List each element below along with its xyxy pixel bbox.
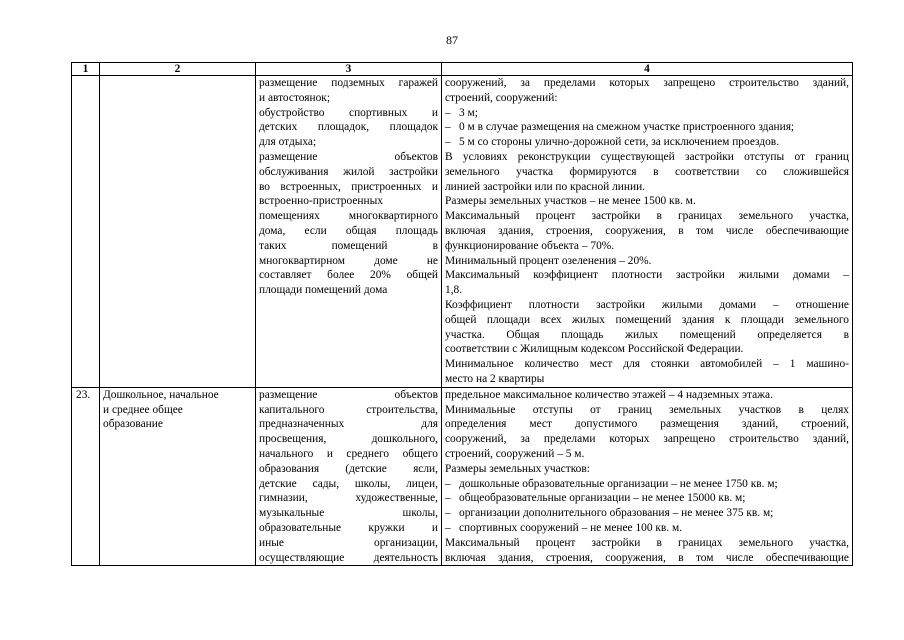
cell-text-line: гимназии, художественные,	[259, 492, 438, 505]
cell-text-line: таких помещений в	[259, 239, 438, 252]
cell-text-line	[445, 491, 849, 506]
list-item-text: 5 м со стороны улично-дорожной сети, за исключением проездов.	[459, 136, 780, 149]
cell-text-line: 1,8.	[445, 284, 463, 297]
cell-text-line: включая здания, строения, сооружения, в том числе обеспечивающие	[445, 224, 849, 237]
cell-text-line: для отдыха;	[259, 136, 317, 149]
list-dash: –	[445, 121, 451, 134]
cell-text-line: дома, если общая площадь	[259, 224, 438, 237]
cell-text-line: земельного участка формируются в соответствии со сложившейся	[445, 165, 849, 178]
cell-text-line: размещение подземных гаражей	[259, 77, 438, 89]
cell-text-line: Минимальные отступы от границ земельных участков в целях	[445, 403, 849, 416]
cell-text-line: Минимальное количество мест для стоянки автомобилей – 1 машино-	[445, 358, 849, 371]
list-item-text: спортивных сооружений – не менее 100 кв. м.	[459, 521, 683, 534]
cell-text-line: включая здания, строения, сооружения, в том числе обеспечивающие	[445, 551, 849, 564]
cell-text-line: осуществляющие деятельность	[259, 551, 438, 564]
cell-text-line	[445, 120, 849, 135]
cell-text-line: Размеры земельных участков – не менее 1500 кв. м.	[445, 195, 696, 208]
cell-text-line: во встроенных, пристроенных и	[259, 180, 438, 193]
cell-text-line: предназначенных для	[259, 418, 438, 431]
list-item-text: 3 м;	[459, 106, 478, 119]
cell-text-line: определения мест допустимого размещения зданий, строений,	[445, 418, 849, 431]
list-dash: –	[445, 521, 451, 534]
cell-text-line: функционирование объекта – 70%.	[445, 239, 615, 252]
cell-text-line: Максимальный коэффициент плотности застройки жилыми домами –	[445, 269, 849, 282]
cell-text-line: линией застройки или по красной линии.	[445, 180, 646, 193]
page-number: 87	[446, 33, 458, 47]
cell-text-line: строений, сооружений:	[445, 91, 558, 104]
cell-text-line: детские сады, школы, лицеи,	[259, 477, 438, 490]
cell-text-line: размещение объектов	[259, 388, 438, 401]
list-item-text: дошкольные образовательные организации – не менее 1750 кв. м;	[459, 477, 778, 490]
cell-text-line: встроенно-пристроенных	[259, 195, 383, 208]
cell-text-line: и автостоянок;	[259, 91, 330, 104]
column-header-2: 2	[100, 63, 256, 76]
row-continued-number-cell	[72, 76, 100, 388]
cell-text-line	[445, 135, 849, 150]
row-23-parameters-cell	[442, 387, 853, 566]
list-dash: –	[445, 492, 451, 505]
cell-text-line: строений, сооружений – 5 м.	[445, 447, 585, 460]
list-dash: –	[445, 507, 451, 520]
cell-text-line	[445, 477, 849, 492]
row-continued-permitted-use-cell	[256, 76, 442, 388]
row-23-type-cell	[100, 387, 256, 566]
cell-text-line: образовательные кружки и	[259, 521, 438, 534]
cell-text-line: В условиях реконструкции существующей застройки отступы от границ	[445, 150, 849, 163]
cell-text-line: Максимальный процент застройки в границах земельного участка,	[445, 536, 849, 549]
list-dash: –	[445, 106, 451, 119]
cell-text-line: обустройство спортивных и	[259, 106, 438, 119]
list-item-text: 0 м в случае размещения на смежном участке пристроенного здания;	[459, 121, 795, 134]
cell-text-line: место на 2 квартиры	[445, 372, 545, 385]
cell-text-line: общей площади всех жилых помещений здания к площади земельного	[445, 313, 849, 326]
column-header-1: 1	[72, 63, 100, 76]
cell-text-line: Размеры земельных участков:	[445, 462, 590, 475]
cell-text-line: Коэффициент плотности застройки жилыми домами – отношение	[445, 298, 849, 311]
cell-text-line: Максимальный процент застройки в границах земельного участка,	[445, 210, 849, 223]
cell-text-line	[445, 521, 849, 536]
cell-text-line: детских площадок, площадок	[259, 121, 438, 134]
column-header-3: 3	[256, 63, 442, 76]
list-item-text: организации дополнительного образования – не менее 375 кв. м;	[459, 507, 774, 520]
cell-text-line: участка. Общая площадь жилых помещений определяется в	[445, 328, 849, 341]
column-header-4: 4	[442, 63, 853, 76]
cell-text-line: иные организации,	[259, 536, 438, 549]
cell-text-line: музыкальные школы,	[259, 507, 438, 520]
row-continued-type-cell	[100, 76, 256, 388]
regulations-table	[71, 62, 853, 566]
cell-text-line: начального и среднего общего	[259, 447, 438, 460]
list-dash: –	[445, 136, 451, 149]
row-23-number-cell: 23.	[72, 387, 100, 566]
cell-text-line: соответствии с Жилищным кодексом Российской Федерации.	[445, 343, 744, 356]
cell-text-line: площади помещений дома	[259, 284, 388, 297]
cell-text-line: многоквартирном доме не	[259, 254, 438, 267]
table-header-row	[72, 63, 853, 76]
table-row-23	[72, 387, 853, 566]
cell-text-line: образования (детские ясли,	[259, 462, 438, 475]
cell-text-line: сооружений, за пределами которых запрещено строительство зданий,	[445, 77, 849, 89]
list-dash: –	[445, 477, 451, 490]
row-continued-parameters-cell	[442, 76, 853, 388]
cell-text-line: образование	[103, 418, 163, 431]
cell-text-line: составляет более 20% общей	[259, 269, 438, 282]
cell-text-line: помещениях многоквартирного	[259, 210, 438, 223]
table-row-continued	[72, 76, 853, 388]
row-23-permitted-use-cell	[256, 387, 442, 566]
cell-text-line: Минимальный процент озеленения – 20%.	[445, 254, 652, 267]
cell-text-line: просвещения, дошкольного,	[259, 433, 438, 446]
cell-text-line: и среднее общее	[103, 403, 183, 416]
cell-text-line: капитального строительства,	[259, 403, 438, 416]
cell-text-line: размещение объектов	[259, 150, 438, 163]
cell-text-line: предельное максимальное количество этажей – 4 надземных этажа.	[445, 388, 773, 401]
cell-text-line: обслуживания жилой застройки	[259, 165, 438, 178]
cell-text-line	[445, 106, 849, 121]
cell-text-line: Дошкольное, начальное	[103, 388, 219, 401]
list-item-text: общеобразовательные организации – не менее 15000 кв. м;	[459, 492, 746, 505]
cell-text-line	[445, 506, 849, 521]
cell-text-line: сооружений, за пределами которых запрещено строительство зданий,	[445, 433, 849, 446]
